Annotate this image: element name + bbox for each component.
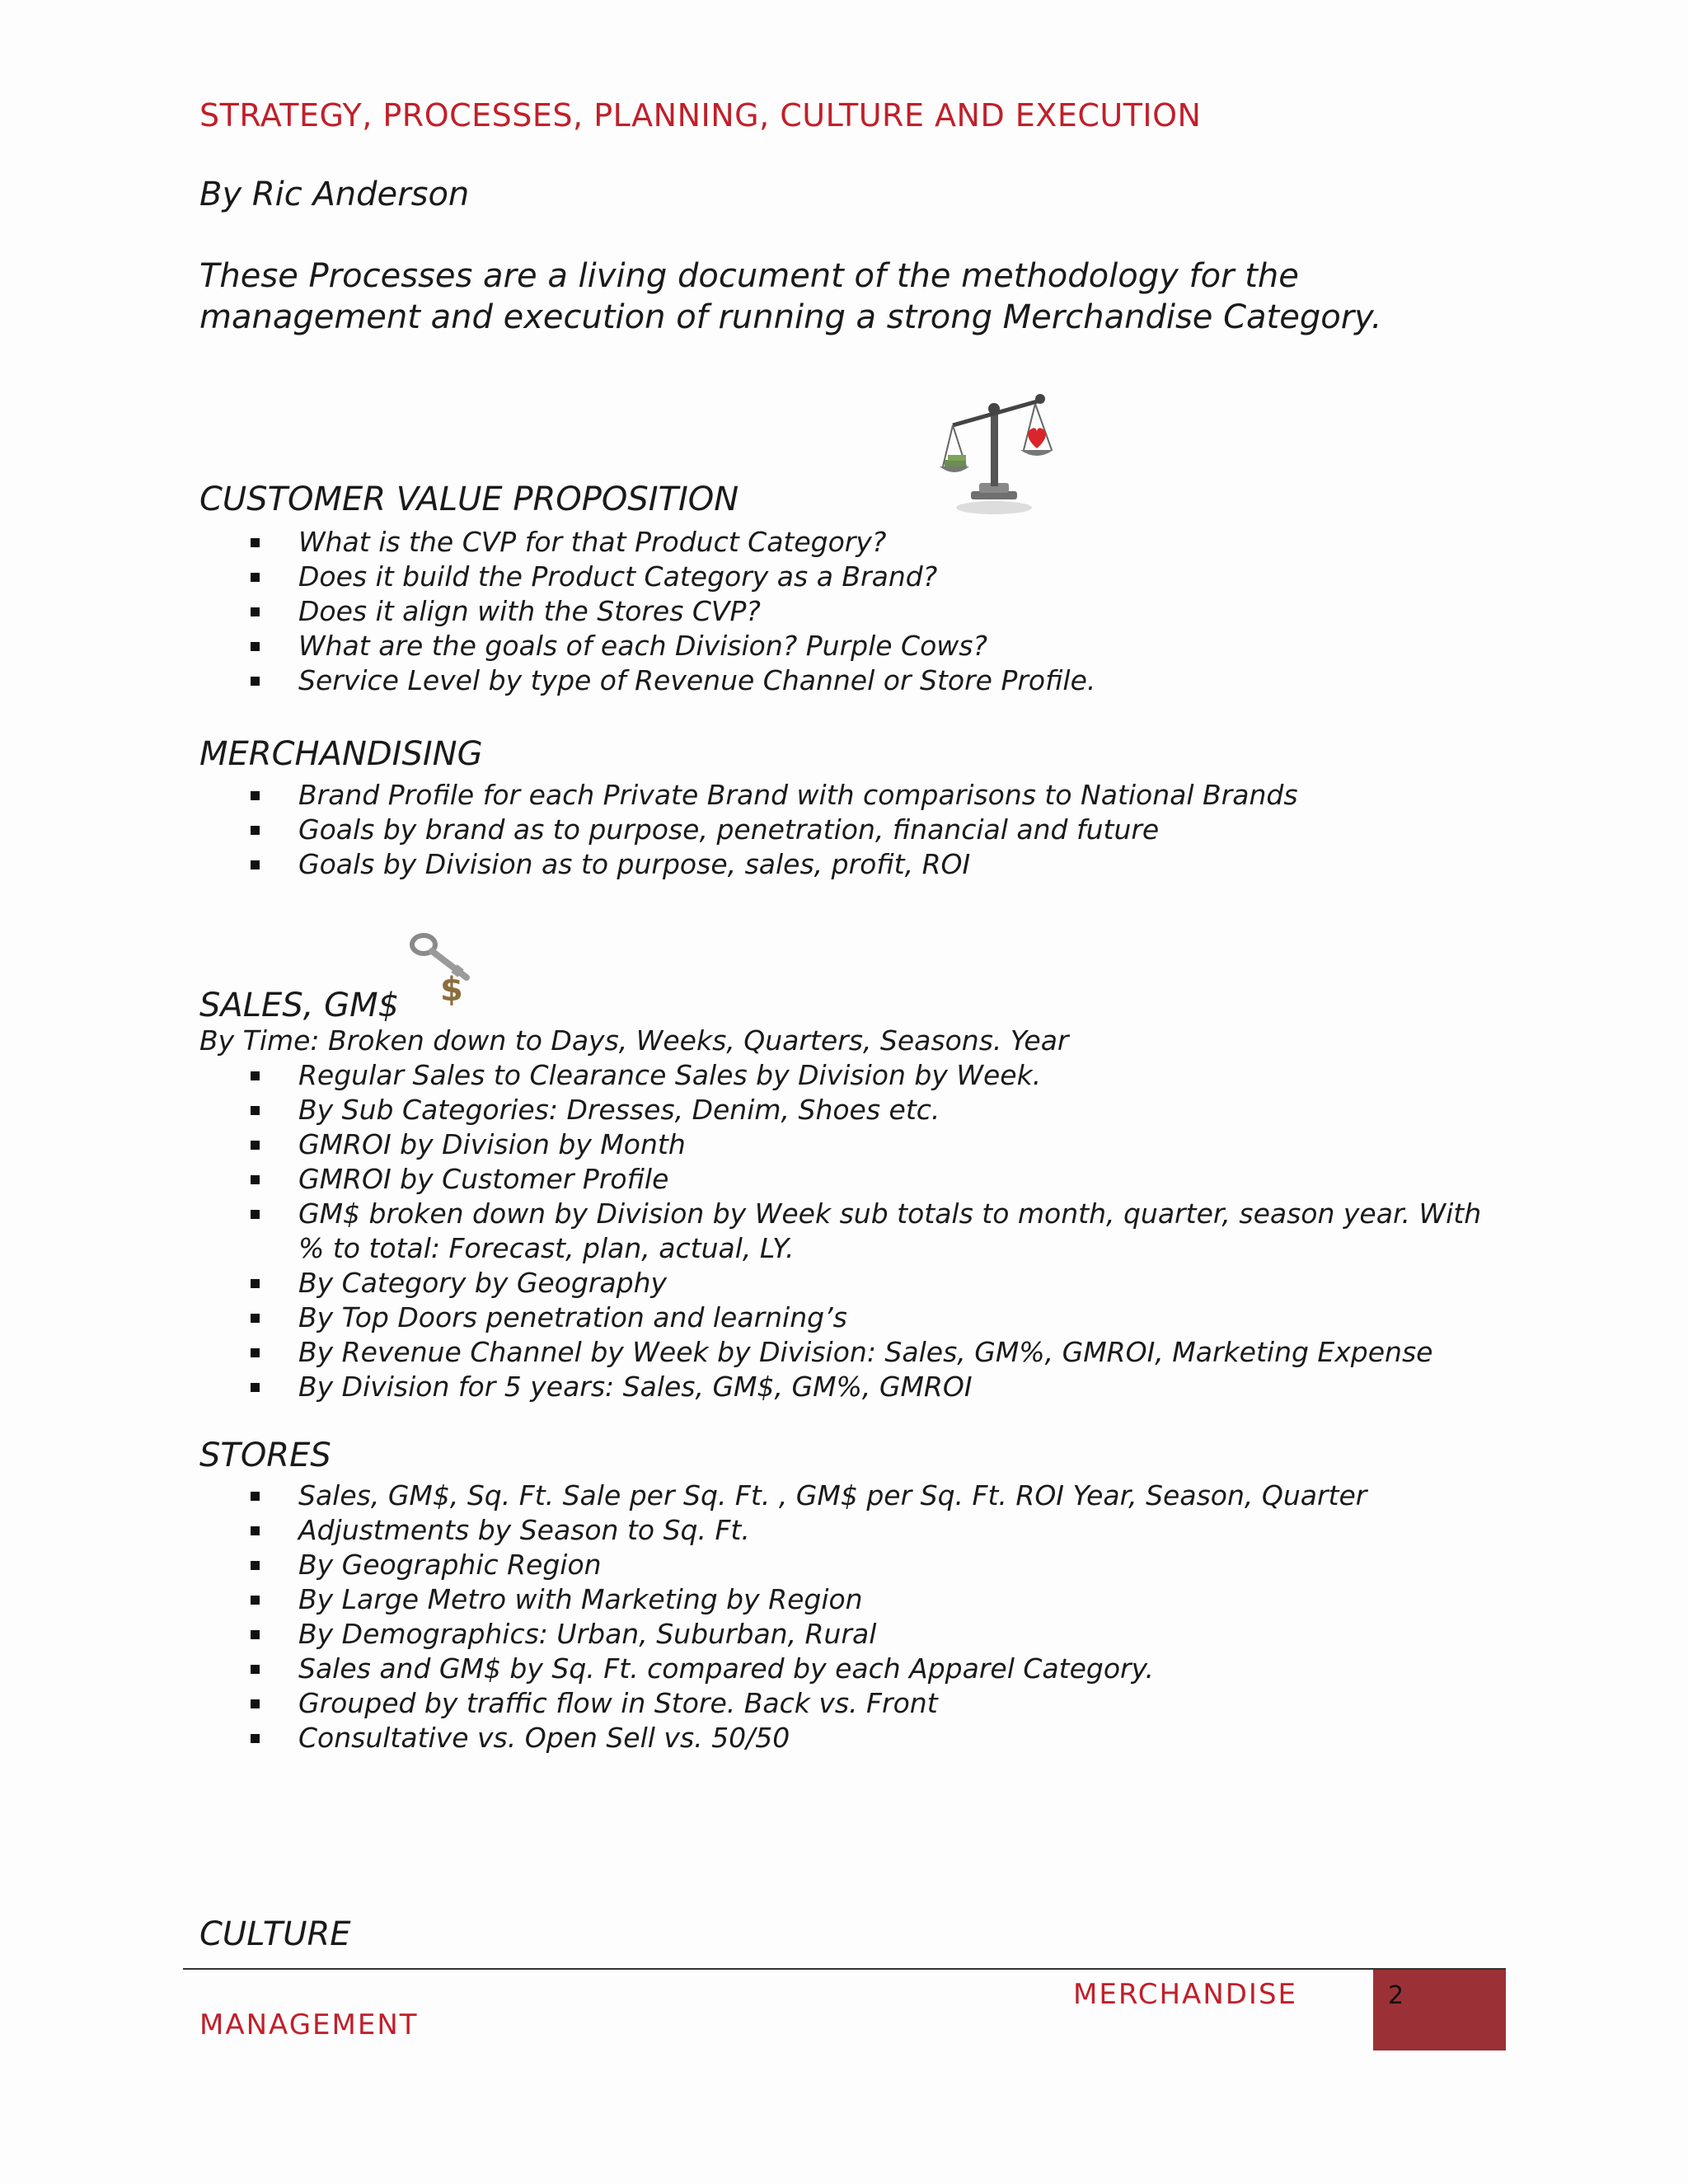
- list-item: Regular Sales to Clearance Sales by Division by Week.: [199, 1058, 1485, 1093]
- bullet-icon: [251, 860, 260, 869]
- list-item: By Category by Geography: [199, 1266, 1485, 1301]
- balance-scale-icon: [938, 386, 1055, 518]
- list-item: Adjustments by Season to Sq. Ft.: [199, 1513, 1485, 1548]
- list-item: By Top Doors penetration and learning’s: [199, 1301, 1485, 1335]
- sales-time-breakdown: By Time: Broken down to Days, Weeks, Quarters, Seasons. Year: [199, 1024, 1069, 1057]
- list-item: What are the goals of each Division? Purple Cows?: [199, 629, 1485, 663]
- bullet-icon: [251, 642, 260, 651]
- document-header-title: STRATEGY, PROCESSES, PLANNING, CULTURE AND EXECUTION: [199, 97, 1202, 134]
- section-title-sales: SALES, GM$: [199, 987, 400, 1024]
- page-number: 2: [1388, 1981, 1404, 2010]
- list-item: What is the CVP for that Product Category?: [199, 525, 1485, 560]
- stores-list: [199, 1479, 1485, 1755]
- bullet-icon: [251, 538, 260, 547]
- author-line: By Ric Anderson: [199, 176, 470, 213]
- bullet-icon: [251, 791, 260, 800]
- bullet-icon: [251, 1492, 260, 1501]
- list-item: Service Level by type of Revenue Channel or Store Profile.: [199, 663, 1485, 698]
- list-item: By Large Metro with Marketing by Region: [199, 1582, 1485, 1617]
- bullet-icon: [251, 1630, 260, 1639]
- bullet-icon: [251, 1383, 260, 1392]
- bullet-icon: [251, 1596, 260, 1605]
- bullet-icon: [251, 1526, 260, 1535]
- footer-management: MANAGEMENT: [199, 2008, 419, 2041]
- section-title-merchandising: MERCHANDISING: [199, 735, 483, 773]
- bullet-icon: [251, 1106, 260, 1115]
- bullet-icon: [251, 1348, 260, 1357]
- footer-divider: [183, 1968, 1506, 1970]
- list-item: Goals by Division as to purpose, sales, profit, ROI: [199, 847, 1485, 882]
- bullet-icon: [251, 1210, 260, 1219]
- bullet-icon: [251, 1561, 260, 1570]
- list-item: By Geographic Region: [199, 1548, 1485, 1582]
- section-title-stores: STORES: [199, 1436, 331, 1474]
- bullet-icon: [251, 1071, 260, 1080]
- list-item: GMROI by Customer Profile: [199, 1162, 1485, 1197]
- dollar-key-icon: [407, 930, 490, 1005]
- footer-merchandise: MERCHANDISE: [1073, 1978, 1298, 2011]
- list-item: By Sub Categories: Dresses, Denim, Shoes etc.: [199, 1093, 1485, 1127]
- cvp-list: [199, 525, 1485, 698]
- bullet-icon: [251, 677, 260, 686]
- bullet-icon: [251, 1314, 260, 1323]
- page-number-box: [1373, 1970, 1506, 2050]
- bullet-icon: [251, 1699, 260, 1708]
- svg-text:$: $: [440, 971, 463, 1005]
- section-title-cvp: CUSTOMER VALUE PROPOSITION: [199, 480, 739, 518]
- list-item: Does it build the Product Category as a Brand?: [199, 560, 1485, 594]
- bullet-icon: [251, 573, 260, 582]
- section-title-culture: CULTURE: [199, 1915, 351, 1953]
- merchandising-list: [199, 778, 1485, 882]
- bullet-icon: [251, 1665, 260, 1674]
- list-item: Brand Profile for each Private Brand with comparisons to National Brands: [199, 778, 1485, 813]
- list-item: Grouped by traffic flow in Store. Back vs. Front: [199, 1686, 1485, 1721]
- list-item: GMROI by Division by Month: [199, 1127, 1485, 1162]
- list-item: By Revenue Channel by Week by Division: Sales, GM%, GMROI, Marketing Expense: [199, 1335, 1485, 1370]
- list-item: GM$ broken down by Division by Week sub totals to month, quarter, season year. With % to total: Forecast, plan, actual, LY.: [199, 1197, 1485, 1266]
- list-item: Consultative vs. Open Sell vs. 50/50: [199, 1721, 1485, 1755]
- bullet-icon: [251, 1141, 260, 1150]
- intro-paragraph: These Processes are a living document of the methodology for the management and execution of running a strong Merchandise Category.: [199, 257, 1382, 336]
- bullet-icon: [251, 1279, 260, 1288]
- list-item: Does it align with the Stores CVP?: [199, 594, 1485, 629]
- bullet-icon: [251, 1175, 260, 1184]
- bullet-icon: [251, 1734, 260, 1743]
- list-item: By Demographics: Urban, Suburban, Rural: [199, 1617, 1485, 1652]
- list-item: By Division for 5 years: Sales, GM$, GM%, GMROI: [199, 1370, 1485, 1404]
- bullet-icon: [251, 826, 260, 835]
- sales-list: [199, 1058, 1485, 1404]
- list-item: Goals by brand as to purpose, penetration, financial and future: [199, 813, 1485, 847]
- list-item: Sales, GM$, Sq. Ft. Sale per Sq. Ft. , GM$ per Sq. Ft. ROI Year, Season, Quarter: [199, 1479, 1485, 1513]
- bullet-icon: [251, 607, 260, 616]
- list-item: Sales and GM$ by Sq. Ft. compared by each Apparel Category.: [199, 1652, 1485, 1686]
